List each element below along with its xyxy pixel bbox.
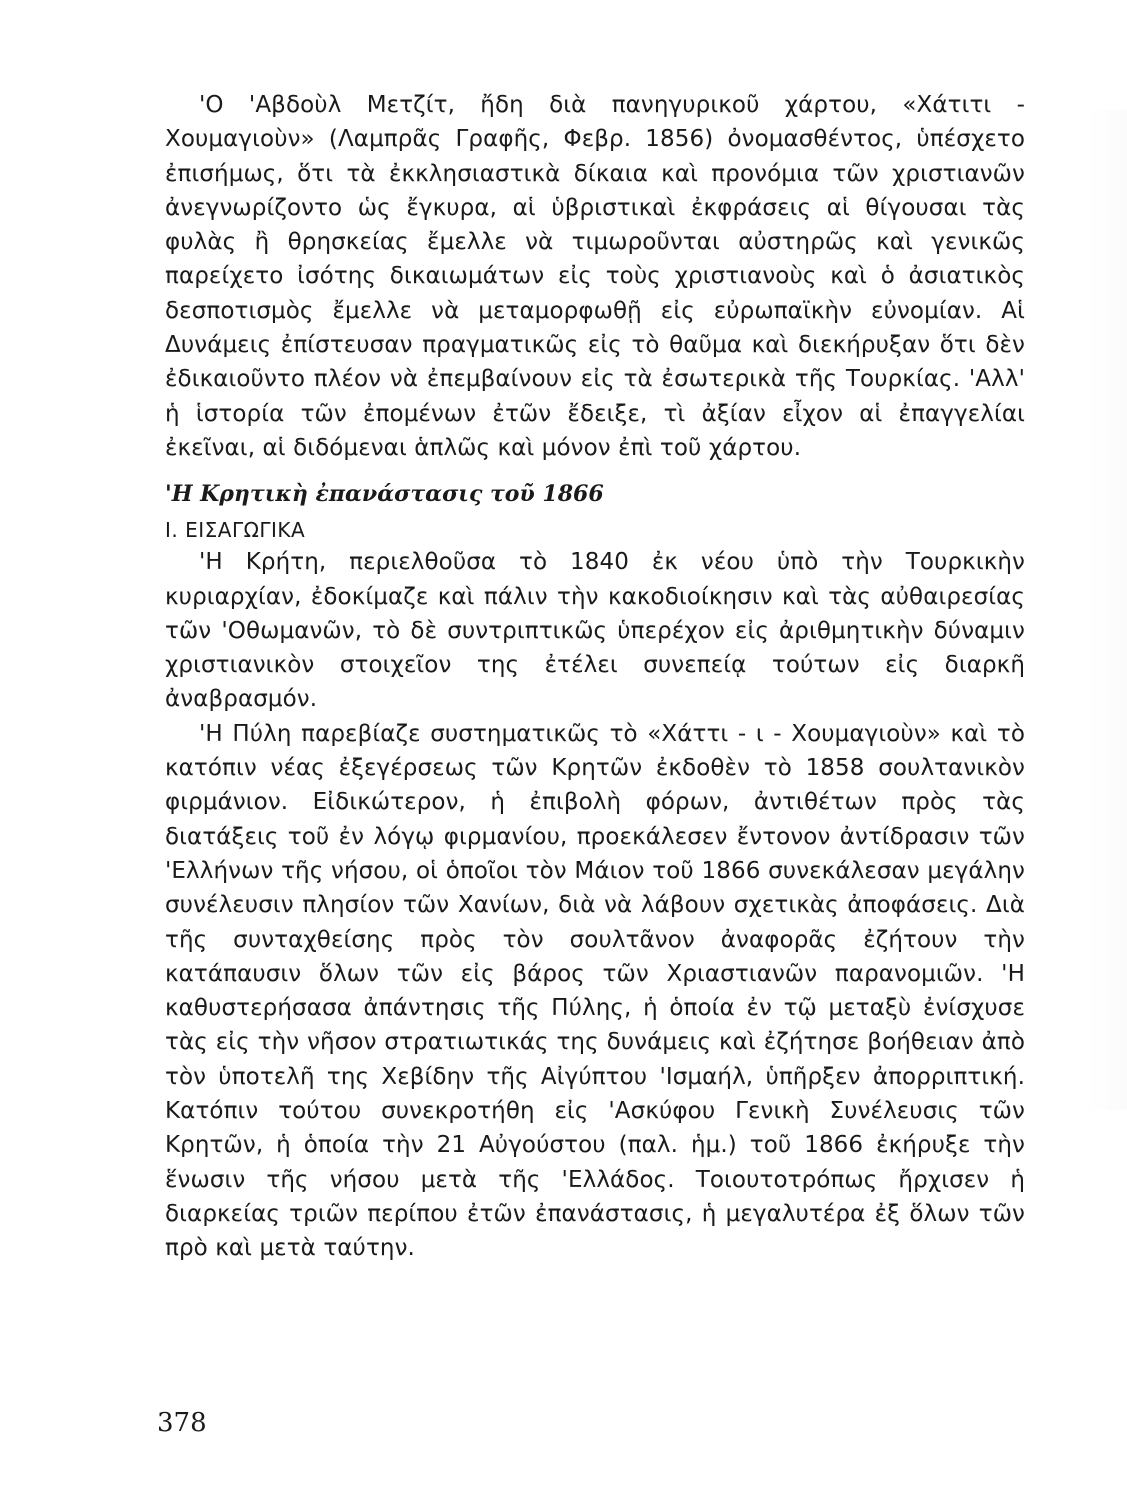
subheading: Ι. ΕΙΣΑΓΩΓΙΚΑ	[165, 518, 306, 543]
section-paragraph-2: 'Η Πύλη παρεβίαζε συστηματικῶς τὸ «Χάττι - ι - Χουμαγιοὺν» καὶ τὸ κατόπιν νέας ἐξεγέρσεως τῶν Κρητῶν ἐκδοθὲν τὸ 1858 σουλτανικὸν φιρμάνιον. Εἰδικώτερον, ἡ ἐπιβολὴ φόρων, ἀντιθέτων πρὸς τὰς διατάξεις τοῦ ἐν λόγῳ φιρμανίου, προεκάλεσεν ἔντονον ἀντίδρασιν τῶν 'Ελλήνων τῆς νήσου, οἱ ὁποῖοι τὸν Μάιον τοῦ 1866 συνεκάλεσαν μεγάλην συνέλευσιν πλησίον τῶν Χανίων, διὰ νὰ λάβουν σχετικὰς ἀποφάσεις. Διὰ τῆς συνταχθείσης πρὸς τὸν σουλτᾶνον ἀναφορᾶς ἐζήτουν τὴν κατάπαυσιν ὅλων τῶν εἰς βάρος τῶν Χριαστιανῶν παρανομιῶν. 'Η καθυστερήσασα ἀπάντησις τῆς Πύλης, ἡ ὁποία ἐν τῷ μεταξὺ ἐνίσχυσε τὰς εἰς τὴν νῆσον στρατιωτικάς της δυνάμεις καὶ ἐζήτησε βοήθειαν ἀπὸ τὸν ὑποτελῆ της Χεβίδην τῆς Αἰγύπτου 'Ισμαήλ, ὑπῆρξεν ἀπορριπτική. Κατόπιν τούτου συνεκροτήθη εἰς 'Ασκύφου Γενικὴ Συνέλευσις τῶν Κρητῶν, ἡ ὁποία τὴν 21 Αὐγούστου (παλ. ἡμ.) τοῦ 1866 ἐκήρυξε τὴν ἕνωσιν τῆς νήσου μετὰ τῆς 'Ελλάδος. Τοιουτοτρόπως ἤρχισεν ἡ διαρκείας τριῶν περίπου ἐτῶν ἐπανάστασις, ἡ μεγαλυτέρα ἐξ ὅλων τῶν πρὸ καὶ μετὰ ταύτην.	[165, 720, 1025, 1262]
page-number: 378	[157, 1408, 207, 1438]
intro-paragraph: 'Ο 'Αβδοὺλ Μετζίτ, ἤδη διὰ πανηγυρικοῦ χάρτου, «Χάτιτι - Χουμαγιοὺν» (Λαμπρᾶς Γραφῆς, Φεβρ. 1856) ὀνομασθέντος, ὑπέσχετο ἐπισήμως, ὅτι τὰ ἐκκλησιαστικὰ δίκαια καὶ προνόμια τῶν χριστιανῶν ἀνεγνωρίζοντο ὡς ἔγκυρα, αἱ ὑβριστικαὶ ἐκφράσεις αἱ θίγουσαι τὰς φυλὰς ἢ θρησκείας ἔμελλε νὰ τιμωροῦνται αὐστηρῶς καὶ γενικῶς παρείχετο ἰσότης δικαιωμάτων εἰς τοὺς χριστιανοὺς καὶ ὁ ἀσιατικὸς δεσποτισμὸς ἔμελλε νὰ μεταμορφωθῇ εἰς εὐρωπαϊκὴν εὐνομίαν. Αἱ Δυνάμεις ἐπίστευσαν πραγματικῶς εἰς τὸ θαῦμα καὶ διεκήρυξαν ὅτι δὲν ἐδικαιοῦντο πλέον νὰ ἐπεμβαίνουν εἰς τὰ ἐσωτερικὰ τῆς Τουρκίας. 'Αλλ' ἡ ἱστορία τῶν ἐπομένων ἐτῶν ἔδειξε, τὶ ἀξίαν εἶχον αἱ ἐπαγγελίαι ἐκεῖναι, αἱ διδόμεναι ἁπλῶς καὶ μόνον ἐπὶ τοῦ χάρτου.	[165, 92, 1025, 461]
section-paragraph-1: 'Η Κρήτη, περιελθοῦσα τὸ 1840 ἐκ νέου ὑπὸ τὴν Τουρκικὴν κυριαρχίαν, ἐδοκίμαζε καὶ πάλιν τὴν κακοδιοίκησιν καὶ τὰς αὐθαιρεσίας τῶν 'Οθωμανῶν, τὸ δὲ συντριπτικῶς ὑπερέχον εἰς ἀριθμητικὴν δύναμιν χριστιανικὸν στοιχεῖον της ἐτέλει συνεπείᾳ τούτων εἰς διαρκῆ ἀναβρασμόν.	[165, 549, 1025, 713]
page-text	[165, 88, 1025, 1266]
show-through-shadow	[1087, 110, 1127, 1110]
section-title: 'Η Κρητικὴ ἐπανάστασις τοῦ 1866	[165, 481, 604, 508]
